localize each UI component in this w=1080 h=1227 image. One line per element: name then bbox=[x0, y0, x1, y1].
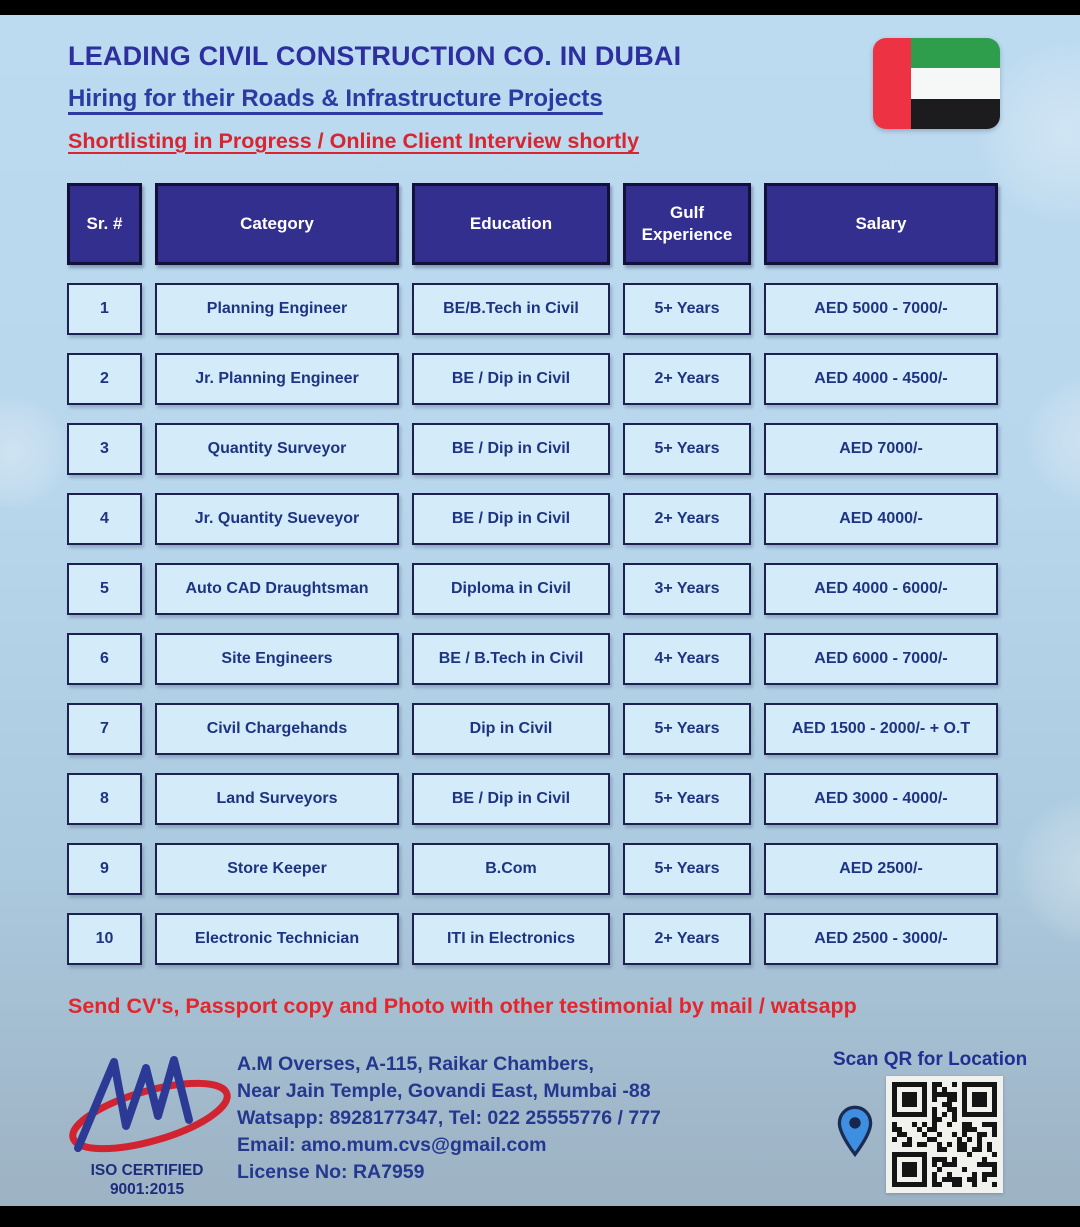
email-line bbox=[237, 1132, 661, 1159]
table-cell: ITI in Electronics bbox=[412, 913, 610, 965]
table-cell: BE / Dip in Civil bbox=[412, 353, 610, 405]
jobs-table bbox=[67, 183, 998, 965]
table-cell: 2 bbox=[67, 353, 142, 405]
table-cell: AED 5000 - 7000/- bbox=[764, 283, 998, 335]
table-cell: Quantity Surveyor bbox=[155, 423, 399, 475]
iso-standard-line: 9001:2015 bbox=[109, 1181, 185, 1198]
table-cell: BE / B.Tech in Civil bbox=[412, 633, 610, 685]
table-cell: 10 bbox=[67, 913, 142, 965]
background-circle-decoration bbox=[1015, 795, 1080, 945]
uae-flag-icon bbox=[873, 38, 1000, 129]
table-cell: B.Com bbox=[412, 843, 610, 895]
iso-certified-line: ISO CERTIFIED bbox=[90, 1162, 204, 1179]
send-cv-instruction: Send CV's, Passport copy and Photo with other testimonial by mail / watsapp bbox=[68, 994, 857, 1018]
letterbox-bar-top bbox=[0, 0, 1080, 15]
table-cell: 3+ Years bbox=[623, 563, 751, 615]
table-cell: AED 3000 - 4000/- bbox=[764, 773, 998, 825]
table-cell: AED 4000 - 4500/- bbox=[764, 353, 998, 405]
table-cell: 3 bbox=[67, 423, 142, 475]
company-name: A.M Overses, bbox=[237, 1053, 361, 1075]
column-header: Category bbox=[155, 183, 399, 265]
table-cell: Store Keeper bbox=[155, 843, 399, 895]
table-cell: AED 4000 - 6000/- bbox=[764, 563, 998, 615]
license-line: License No: RA7959 bbox=[237, 1161, 425, 1183]
poster-title: LEADING CIVIL CONSTRUCTION CO. IN DUBAI bbox=[68, 41, 682, 71]
table-cell: 9 bbox=[67, 843, 142, 895]
shortlisting-notice: Shortlisting in Progress / Online Client Interview shortly bbox=[68, 129, 640, 153]
flag-green-band bbox=[911, 38, 1000, 68]
table-cell: 1 bbox=[67, 283, 142, 335]
column-header: Education bbox=[412, 183, 610, 265]
table-cell: 5 bbox=[67, 563, 142, 615]
table-cell: 5+ Years bbox=[623, 703, 751, 755]
table-cell: AED 2500 - 3000/- bbox=[764, 913, 998, 965]
address-line-1 bbox=[237, 1051, 661, 1078]
letterbox-bar-bottom bbox=[0, 1206, 1080, 1227]
qr-code bbox=[886, 1076, 1003, 1193]
email-address: amo.mum.cvs@gmail.com bbox=[300, 1134, 547, 1156]
address-rest: A-115, Raikar Chambers, bbox=[360, 1053, 594, 1075]
table-cell: 5+ Years bbox=[623, 843, 751, 895]
table-cell: Diploma in Civil bbox=[412, 563, 610, 615]
watsapp-label: Watsapp: bbox=[237, 1107, 330, 1129]
table-cell: Planning Engineer bbox=[155, 283, 399, 335]
flag-white-band bbox=[911, 68, 1000, 98]
table-cell: 5+ Years bbox=[623, 283, 751, 335]
column-header: Salary bbox=[764, 183, 998, 265]
contact-block bbox=[237, 1051, 661, 1186]
flag-black-band bbox=[911, 99, 1000, 129]
table-cell: BE / Dip in Civil bbox=[412, 423, 610, 475]
background-circle-decoration bbox=[1025, 375, 1080, 505]
telephone-numbers: Tel: 022 25555776 / 777 bbox=[443, 1107, 661, 1129]
phone-line bbox=[237, 1105, 661, 1132]
table-cell: 2+ Years bbox=[623, 493, 751, 545]
iso-certification-text bbox=[52, 1161, 242, 1199]
scan-qr-label: Scan QR for Location bbox=[833, 1049, 1028, 1070]
table-cell: 7 bbox=[67, 703, 142, 755]
table-cell: Land Surveyors bbox=[155, 773, 399, 825]
table-cell: 4+ Years bbox=[623, 633, 751, 685]
table-cell: AED 4000/- bbox=[764, 493, 998, 545]
table-cell: Jr. Quantity Sueveyor bbox=[155, 493, 399, 545]
table-cell: 4 bbox=[67, 493, 142, 545]
table-cell: 5+ Years bbox=[623, 423, 751, 475]
table-cell: AED 7000/- bbox=[764, 423, 998, 475]
table-cell: 6 bbox=[67, 633, 142, 685]
table-cell: Auto CAD Draughtsman bbox=[155, 563, 399, 615]
table-cell: 2+ Years bbox=[623, 913, 751, 965]
table-cell: 5+ Years bbox=[623, 773, 751, 825]
poster-subtitle: Hiring for their Roads & Infrastructure Projects bbox=[68, 85, 603, 112]
table-cell: Jr. Planning Engineer bbox=[155, 353, 399, 405]
table-cell: AED 1500 - 2000/- + O.T bbox=[764, 703, 998, 755]
table-cell: AED 6000 - 7000/- bbox=[764, 633, 998, 685]
table-cell: Dip in Civil bbox=[412, 703, 610, 755]
table-cell: Site Engineers bbox=[155, 633, 399, 685]
watsapp-number: 8928177347, bbox=[329, 1107, 444, 1129]
table-cell: 8 bbox=[67, 773, 142, 825]
table-cell: Electronic Technician bbox=[155, 913, 399, 965]
address-line-2: Near Jain Temple, Govandi East, Mumbai -88 bbox=[237, 1080, 651, 1102]
flag-red-band bbox=[873, 38, 911, 129]
table-cell: BE/B.Tech in Civil bbox=[412, 283, 610, 335]
table-cell: 2+ Years bbox=[623, 353, 751, 405]
table-cell: BE / Dip in Civil bbox=[412, 773, 610, 825]
table-cell: Civil Chargehands bbox=[155, 703, 399, 755]
table-cell: BE / Dip in Civil bbox=[412, 493, 610, 545]
table-cell: AED 2500/- bbox=[764, 843, 998, 895]
column-header: Sr. # bbox=[67, 183, 142, 265]
am-overseas-logo bbox=[60, 1044, 236, 1162]
background-circle-decoration bbox=[0, 395, 70, 510]
column-header: Gulf Experience bbox=[623, 183, 751, 265]
email-label: Email: bbox=[237, 1134, 301, 1156]
location-pin-icon bbox=[837, 1104, 873, 1158]
